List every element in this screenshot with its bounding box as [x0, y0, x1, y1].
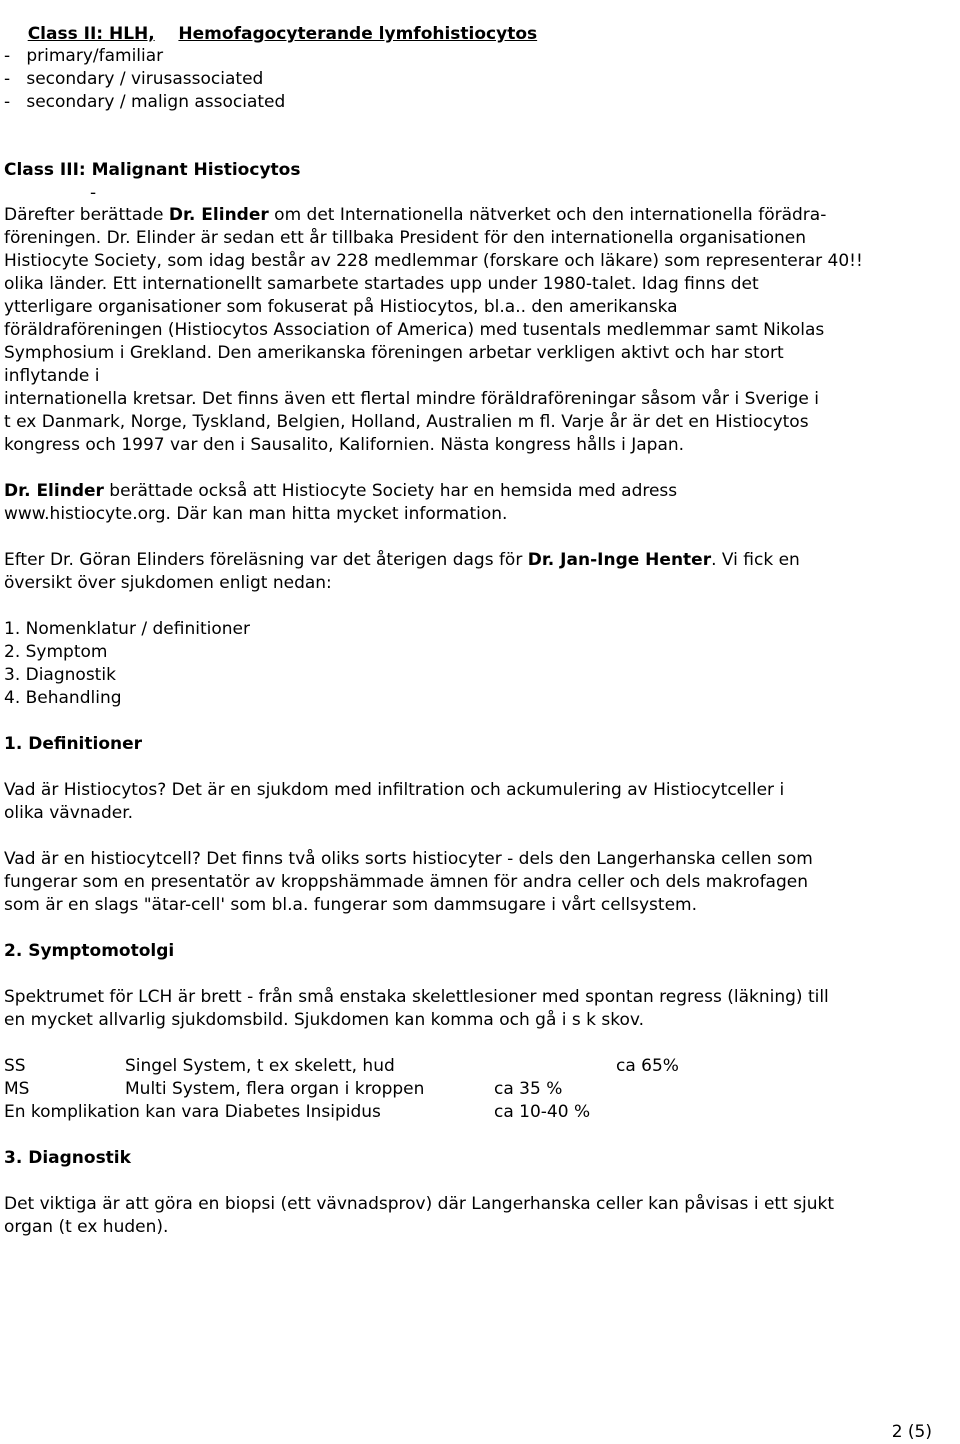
- paragraph-line: en mycket allvarlig sjukdomsbild. Sjukdomen kan komma och gå i s k skov.: [4, 1010, 645, 1030]
- paragraph-line: Det viktiga är att göra en biopsi (ett vävnadsprov) där Langerhanska celler kan påvisas i ett sjukt: [4, 1194, 835, 1214]
- table-cell: Singel System, t ex skelett, hud: [125, 1056, 395, 1076]
- paragraph-line: Vad är en histiocytcell? Det finns två oliks sorts histiocyter - dels den Langerhanska cellen som: [4, 849, 813, 869]
- list-item: - secondary / virusassociated: [4, 69, 264, 89]
- list-item: 1. Nomenklatur / definitioner: [4, 619, 250, 639]
- page-number: 2 (5): [891, 1422, 932, 1442]
- section-heading: 2. Symptomotolgi: [4, 941, 175, 961]
- table-cell: ca 65%: [616, 1056, 679, 1076]
- paragraph-line: inflytande i: [4, 366, 100, 386]
- paragraph-line: Efter Dr. Göran Elinders föreläsning var det återigen dags för Dr. Jan-Inge Henter. Vi fick en: [4, 550, 800, 570]
- section-heading: 3. Diagnostik: [4, 1148, 131, 1168]
- paragraph-line: Histiocyte Society, som idag består av 228 medlemmar (forskare och läkare) som representerar 40!!: [4, 251, 863, 271]
- heading-class2-label: Class II: HLH,: [27, 24, 155, 44]
- paragraph-line: kongress och 1997 var den i Sausalito, Kalifornien. Nästa kongress hålls i Japan.: [4, 435, 685, 455]
- table-cell: SS: [4, 1056, 26, 1076]
- heading-class3: Class III: Malignant Histiocytos: [4, 160, 301, 180]
- table-cell: En komplikation kan vara Diabetes Insipidus: [4, 1102, 381, 1122]
- section-heading: 1. Definitioner: [4, 734, 143, 754]
- paragraph-line: fungerar som en presentatör av kroppshämmade ämnen för andra celler och dels makrofagen: [4, 872, 808, 892]
- paragraph-line: översikt över sjukdomen enligt nedan:: [4, 573, 332, 593]
- paragraph-line: internationella kretsar. Det finns även ett flertal mindre föräldraföreningar såsom vår i Sverige i: [4, 389, 819, 409]
- list-item: 3. Diagnostik: [4, 665, 116, 685]
- paragraph-line: som är en slags "ätar-cell' som bl.a. fungerar som dammsugare i vårt cellsystem.: [4, 895, 697, 915]
- list-item: 2. Symptom: [4, 642, 108, 662]
- paragraph-line: olika vävnader.: [4, 803, 134, 823]
- paragraph-line: föräldraföreningen (Histiocytos Association of America) med tusentals medlemmar samt Nikolas: [4, 320, 825, 340]
- list-item: - primary/familiar: [4, 46, 164, 66]
- table-cell: Multi System, flera organ i kroppen: [125, 1079, 425, 1099]
- paragraph-line: Därefter berättade Dr. Elinder om det Internationella nätverket och den internationella förädra-: [4, 205, 827, 225]
- paragraph-line: Spektrumet för LCH är brett - från små enstaka skelettlesioner med spontan regress (läkning) till: [4, 987, 829, 1007]
- paragraph-line: t ex Danmark, Norge, Tyskland, Belgien, Holland, Australien m fl. Varje år är det en Histiocytos: [4, 412, 809, 432]
- paragraph-line: ytterligare organisationer som fokuserat på Histiocytos, bl.a.. den amerikanska: [4, 297, 678, 317]
- dash-marker: -: [90, 183, 97, 203]
- list-item: 4. Behandling: [4, 688, 122, 708]
- list-item: - secondary / malign associated: [4, 92, 286, 112]
- paragraph-line: Vad är Histiocytos? Det är en sjukdom med infiltration och ackumulering av Histiocytceller i: [4, 780, 785, 800]
- paragraph-line: Symphosium i Grekland. Den amerikanska föreningen arbetar verkligen aktivt och har stort: [4, 343, 784, 363]
- paragraph-line: olika länder. Ett internationellt samarbete startades upp under 1980-talet. Idag finns det: [4, 274, 759, 294]
- paragraph-line: organ (t ex huden).: [4, 1217, 169, 1237]
- table-cell: ca 35 %: [494, 1079, 563, 1099]
- table-cell: MS: [4, 1079, 30, 1099]
- heading-class2-title: Hemofagocyterande lymfohistiocytos: [178, 24, 538, 44]
- paragraph-line: Dr. Elinder berättade också att Histiocyte Society har en hemsida med adress: [4, 481, 678, 501]
- paragraph-line: föreningen. Dr. Elinder är sedan ett år tillbaka President för den internationella organisationen: [4, 228, 806, 248]
- table-cell: ca 10-40 %: [494, 1102, 591, 1122]
- paragraph-line: www.histiocyte.org. Där kan man hitta mycket information.: [4, 504, 508, 524]
